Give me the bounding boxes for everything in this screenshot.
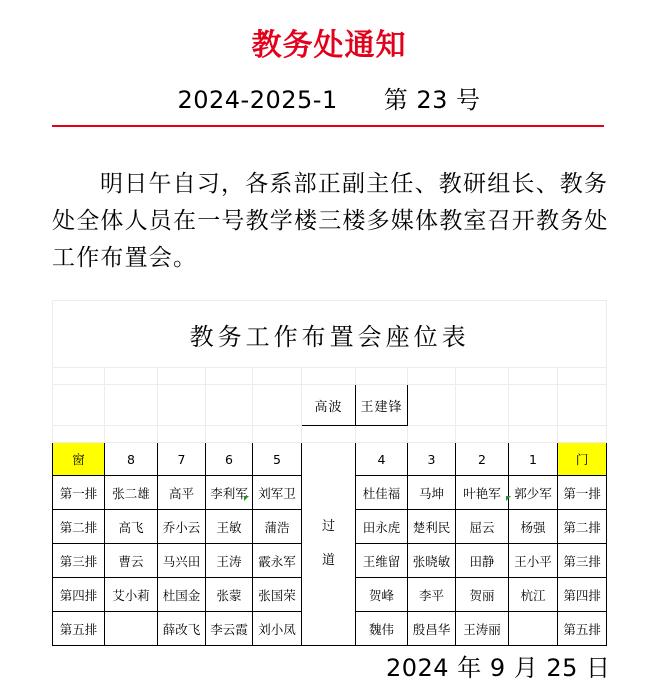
seat <box>105 612 158 646</box>
notice-number: 第 23 号 <box>383 86 481 114</box>
row-label-right: 第五排 <box>558 612 607 646</box>
aisle-char: 过 <box>321 519 335 534</box>
seat: 蒲浩 <box>253 510 302 544</box>
row-label-left: 第三排 <box>53 544 105 578</box>
podium-seat-1: 高波 <box>302 385 356 426</box>
podium-seat-2: 王建锋 <box>356 385 408 426</box>
notice-title: 教务处通知 <box>251 28 407 63</box>
seat: 乔小云 <box>158 510 206 544</box>
seat: 李平 <box>408 578 456 612</box>
row-label-left: 第一排 <box>53 476 105 510</box>
seat: 魏伟 <box>356 612 408 646</box>
seat: 薛改飞 <box>158 612 206 646</box>
row-label-right: 第一排 <box>558 476 607 510</box>
seat: 郭少军 <box>509 476 558 510</box>
seat: 贺丽 <box>456 578 509 612</box>
seat: 刘小凤 <box>253 612 302 646</box>
cell-comment-marker <box>244 496 249 501</box>
seat: 田静 <box>456 544 509 578</box>
seat: 曹云 <box>105 544 158 578</box>
seat: 杭江 <box>509 578 558 612</box>
column-number: 3 <box>408 443 456 476</box>
row-label-left: 第四排 <box>53 578 105 612</box>
row-label-right: 第三排 <box>558 544 607 578</box>
column-number: 7 <box>158 443 206 476</box>
notice-body: 明日午自习，各系部正副主任、教研组长、教务处全体人员在一号教学楼三楼多媒体教室召开教务处工作布置会。 <box>52 171 609 271</box>
seat: 王维留 <box>356 544 408 578</box>
aisle-label <box>302 443 356 646</box>
seat: 叶艳军 <box>456 476 509 510</box>
column-header-row <box>53 443 607 476</box>
column-number: 2 <box>456 443 509 476</box>
column-number: 5 <box>253 443 302 476</box>
seat: 霰永军 <box>253 544 302 578</box>
red-divider <box>52 125 604 127</box>
seat: 王涛丽 <box>456 612 509 646</box>
column-number: 1 <box>509 443 558 476</box>
row-label-right: 第四排 <box>558 578 607 612</box>
seat: 张二雄 <box>105 476 158 510</box>
seat: 杜国金 <box>158 578 206 612</box>
seating-caption: 教务工作布置会座位表 <box>53 301 607 368</box>
seat: 李利军 <box>206 476 253 510</box>
seat: 王涛 <box>206 544 253 578</box>
seat: 高平 <box>158 476 206 510</box>
seat: 高飞 <box>105 510 158 544</box>
seat: 田永虎 <box>356 510 408 544</box>
seat: 杨强 <box>509 510 558 544</box>
column-number: 4 <box>356 443 408 476</box>
row-label-right: 第二排 <box>558 510 607 544</box>
column-number: 8 <box>105 443 158 476</box>
notice-issue-line <box>0 80 658 115</box>
seat: 张蒙 <box>206 578 253 612</box>
seat: 张国荣 <box>253 578 302 612</box>
seat: 李云霞 <box>206 612 253 646</box>
seat: 贺峰 <box>356 578 408 612</box>
cell-comment-marker <box>506 496 511 501</box>
term-code: 2024-2025-1 <box>177 86 338 114</box>
door-label: 门 <box>558 443 607 476</box>
column-number: 6 <box>206 443 253 476</box>
aisle-char: 道 <box>321 553 335 568</box>
seat: 马坤 <box>408 476 456 510</box>
row-label-left: 第二排 <box>53 510 105 544</box>
seat: 王小平 <box>509 544 558 578</box>
notice-date: 2024 年 9 月 25 日 <box>386 654 611 682</box>
seat <box>509 612 558 646</box>
seat: 马兴田 <box>158 544 206 578</box>
seat: 王敏 <box>206 510 253 544</box>
seat: 殷昌华 <box>408 612 456 646</box>
seat: 杜佳福 <box>356 476 408 510</box>
window-label: 窗 <box>53 443 105 476</box>
seat: 艾小莉 <box>105 578 158 612</box>
seat: 刘军卫 <box>253 476 302 510</box>
row-label-left: 第五排 <box>53 612 105 646</box>
seating-chart <box>52 300 607 646</box>
seat: 楚利民 <box>408 510 456 544</box>
seat: 屈云 <box>456 510 509 544</box>
seat: 张晓敏 <box>408 544 456 578</box>
